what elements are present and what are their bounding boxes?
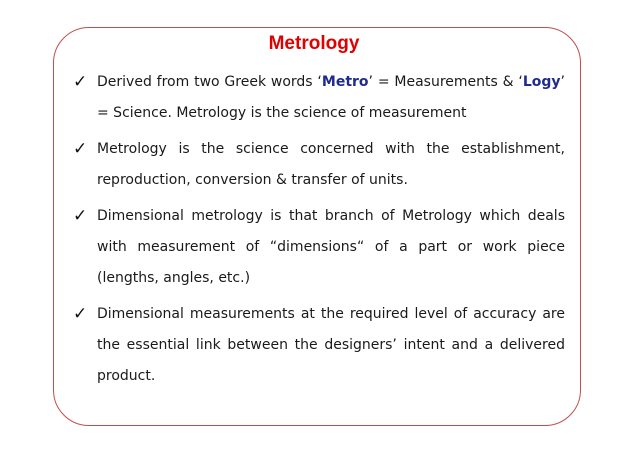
bullet-list — [73, 67, 565, 397]
check-icon: ✓ — [73, 206, 88, 226]
term-logy: Logy — [522, 74, 561, 90]
bullet-item-derivation — [73, 67, 565, 129]
bullet-text: Dimensional measurements at the required level of accuracy are the essential link between the designers’ intent and a delivered product. — [97, 306, 565, 384]
term-metro: Metro — [321, 74, 369, 90]
check-icon: ✓ — [73, 72, 88, 92]
bullet-text-part: ’ = Measurements & ‘ — [368, 74, 523, 90]
bullet-item-dimensional-metrology — [73, 201, 565, 294]
bullet-item-dimensional-measurements — [73, 299, 565, 392]
bullet-text: Dimensional metrology is that branch of Metrology which deals with measurement of “dimensions“ of a part or work piece (lengths, angles, etc.) — [97, 208, 565, 286]
slide-title: Metrology — [268, 33, 360, 54]
bullet-text: Metrology is the science concerned with the establishment, reproduction, conversion & transfer of units. — [97, 141, 565, 188]
check-icon: ✓ — [73, 304, 88, 324]
bullet-item-definition — [73, 134, 565, 196]
bullet-text-part: ’ = Science. Metrology is the science of measurement — [97, 74, 565, 121]
check-icon: ✓ — [73, 139, 88, 159]
bullet-text-part: Derived from two Greek words ‘ — [97, 74, 322, 90]
